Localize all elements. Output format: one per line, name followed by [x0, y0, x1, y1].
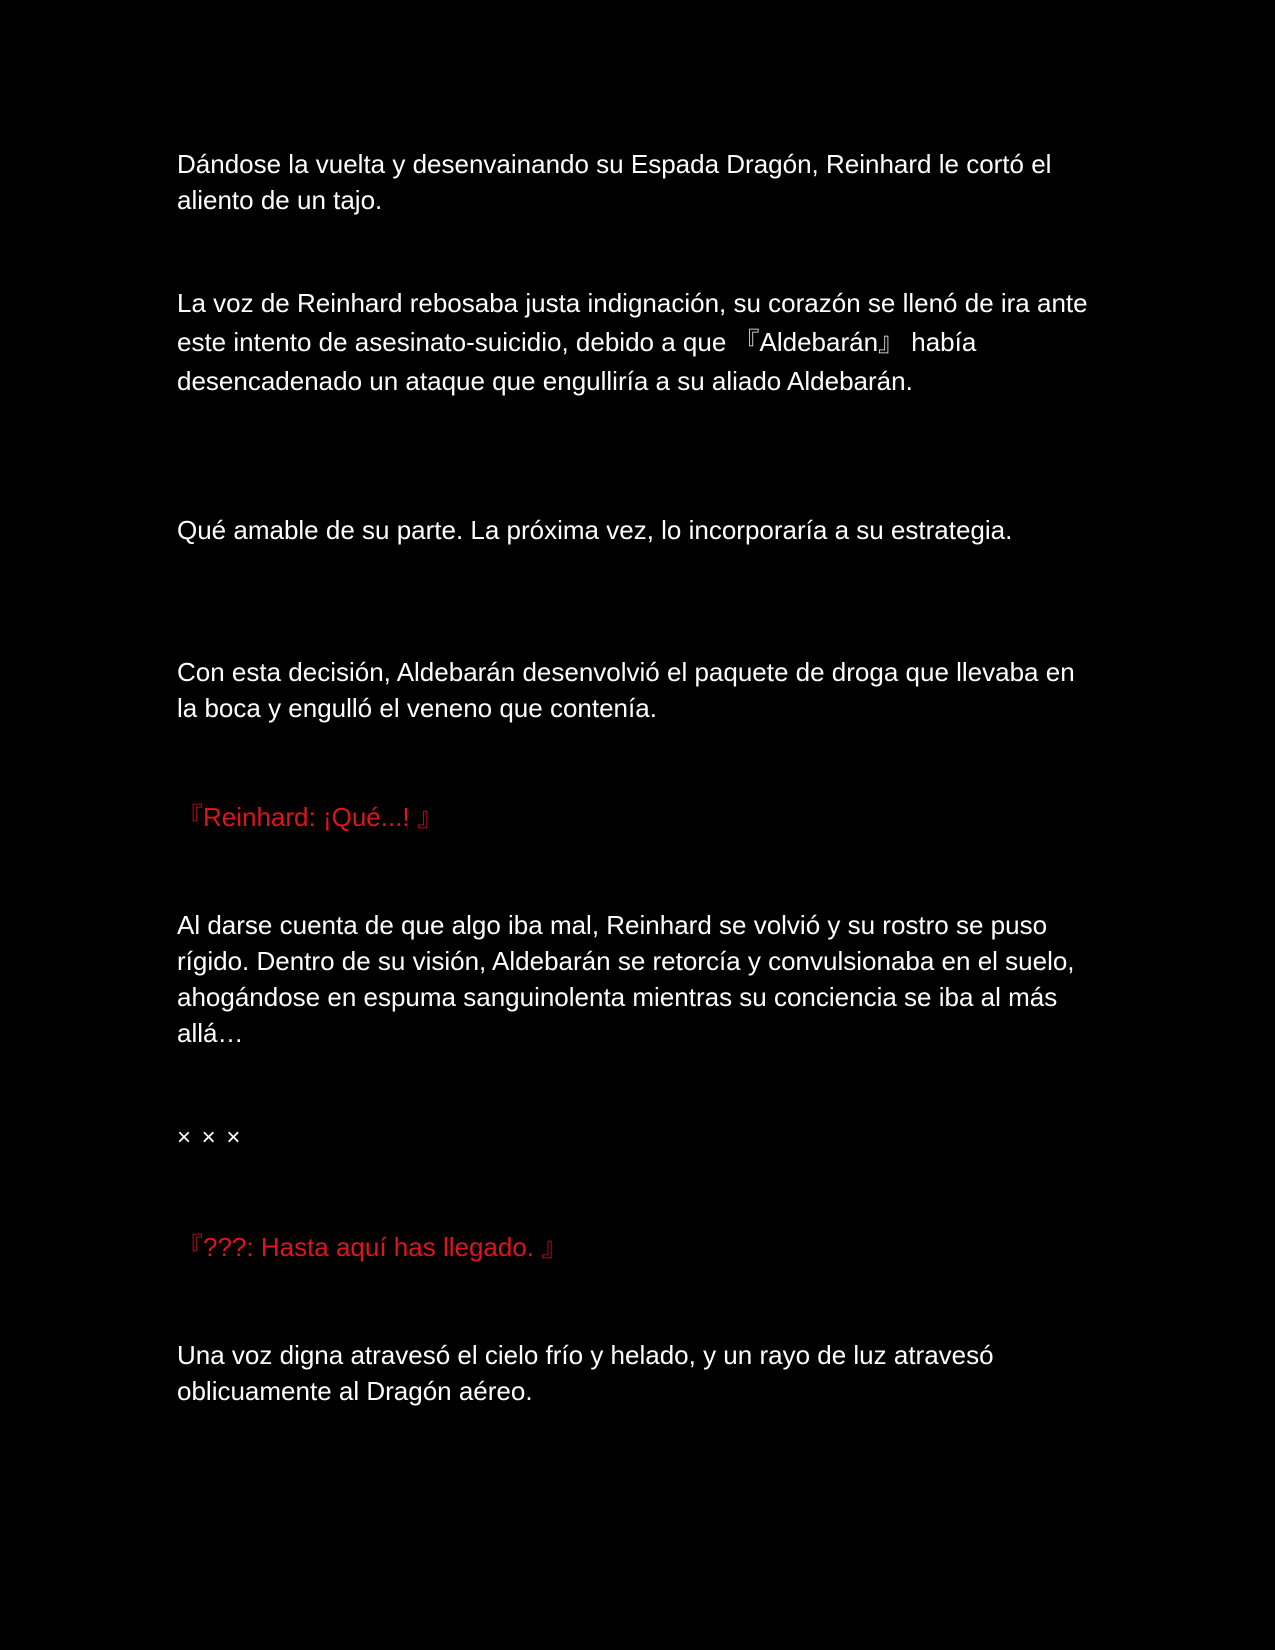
dialogue-reinhard: 『Reinhard: ¡Qué...! 』	[177, 802, 443, 832]
paragraph-reinhard-indignation: La voz de Reinhard rebosaba justa indignación, su corazón se llenó de ira ante este intento de asesinato-suicidio, debido a que 『Aldebarán』 había desencadenado un ataque que engulliría a su aliado Aldebarán.	[177, 288, 1088, 396]
paragraph-aldebaran-poison: Con esta decisión, Aldebarán desenvolvió el paquete de droga que llevaba en la boca y engulló el veneno que contenía.	[177, 657, 1075, 723]
dialogue-unknown-speaker: 『???: Hasta aquí has llegado. 』	[177, 1232, 568, 1262]
document-page	[177, 0, 1097, 1650]
scene-separator: × × ×	[177, 1124, 243, 1151]
paragraph-reinhard-turns: Al darse cuenta de que algo iba mal, Reinhard se volvió y su rostro se puso rígido. Dentro de su visión, Aldebarán se retorcía y convulsionaba en el suelo, ahogándose en espuma sanguinolenta mientras su conciencia se iba al más allá…	[177, 910, 1075, 1048]
paragraph-kind-of-him: Qué amable de su parte. La próxima vez, lo incorporaría a su estrategia.	[177, 515, 1013, 545]
paragraph-dignified-voice: Una voz digna atravesó el cielo frío y helado, y un rayo de luz atravesó oblicuamente al Dragón aéreo.	[177, 1340, 994, 1406]
paragraph-reinhard-slash: Dándose la vuelta y desenvainando su Espada Dragón, Reinhard le cortó el aliento de un tajo.	[177, 149, 1052, 215]
